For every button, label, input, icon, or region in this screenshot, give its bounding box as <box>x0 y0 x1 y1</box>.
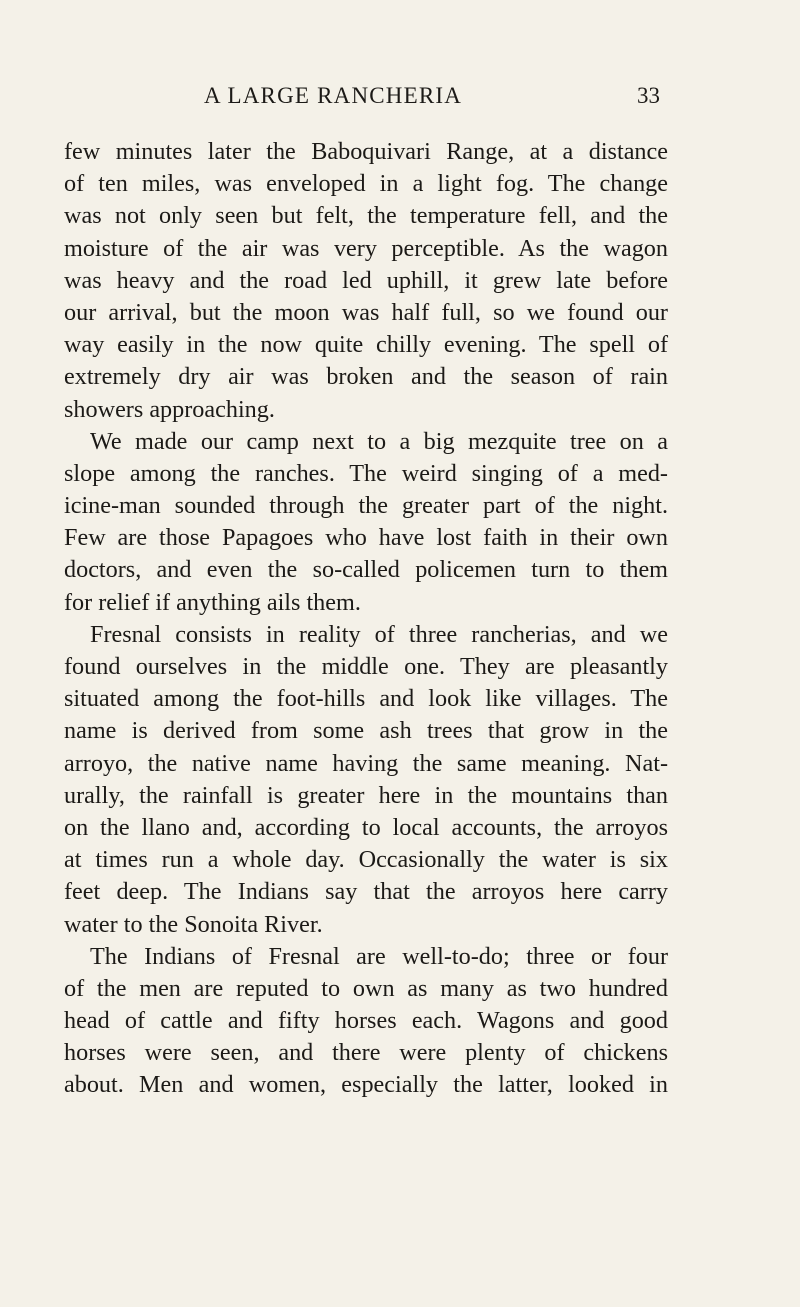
text-line: slope among the ranches. The weird singing of a med- <box>64 459 668 487</box>
text-line: icine-man sounded through the greater part of the night. <box>64 492 668 520</box>
text-line: was not only seen but felt, the temperature fell, and the <box>64 202 668 230</box>
text-line: The Indians of Fresnal are well-to-do; three or four <box>90 942 668 970</box>
text-line: feet deep. The Indians say that the arroyos here carry <box>64 878 668 906</box>
text-line: water to the Sonoita River. <box>64 910 323 938</box>
text-line: for relief if anything ails them. <box>64 588 361 616</box>
text-line: extremely dry air was broken and the season of rain <box>64 363 668 391</box>
text-line: about. Men and women, especially the latter, looked in <box>64 1071 668 1099</box>
text-line: at times run a whole day. Occasionally the water is six <box>64 846 668 874</box>
text-line: way easily in the now quite chilly evening. The spell of <box>64 331 668 359</box>
text-line: name is derived from some ash trees that grow in the <box>64 717 668 745</box>
text-line: moisture of the air was very perceptible. As the wagon <box>64 234 668 262</box>
text-line: doctors, and even the so-called policemen turn to them <box>64 556 668 584</box>
text-line: Few are those Papagoes who have lost faith in their own <box>64 524 668 552</box>
body-text <box>64 136 668 1102</box>
text-line: of ten miles, was enveloped in a light fog. The change <box>64 170 668 198</box>
text-line: was heavy and the road led uphill, it grew late before <box>64 266 668 294</box>
text-line: We made our camp next to a big mezquite tree on a <box>90 427 668 455</box>
text-line: showers approaching. <box>64 395 275 423</box>
text-line: horses were seen, and there were plenty of chickens <box>64 1039 668 1067</box>
text-line: Fresnal consists in reality of three rancherias, and we <box>90 620 668 648</box>
running-title: A LARGE RANCHERIA <box>204 83 463 108</box>
text-line: found ourselves in the middle one. They are pleasantly <box>64 653 668 680</box>
text-line: on the llano and, according to local accounts, the arroyos <box>64 813 668 841</box>
text-line: head of cattle and fifty horses each. Wagons and good <box>64 1007 668 1035</box>
page-number: 33 <box>637 83 660 108</box>
running-head <box>204 80 660 112</box>
text-line: situated among the foot-hills and look like villages. The <box>64 685 668 713</box>
text-line: arroyo, the native name having the same meaning. Nat- <box>64 749 668 777</box>
text-line: few minutes later the Baboquivari Range, at a distance <box>64 138 668 165</box>
text-line: of the men are reputed to own as many as two hundred <box>64 974 668 1002</box>
text-line: urally, the rainfall is greater here in the mountains than <box>64 781 668 809</box>
text-line: our arrival, but the moon was half full, so we found our <box>64 298 668 326</box>
